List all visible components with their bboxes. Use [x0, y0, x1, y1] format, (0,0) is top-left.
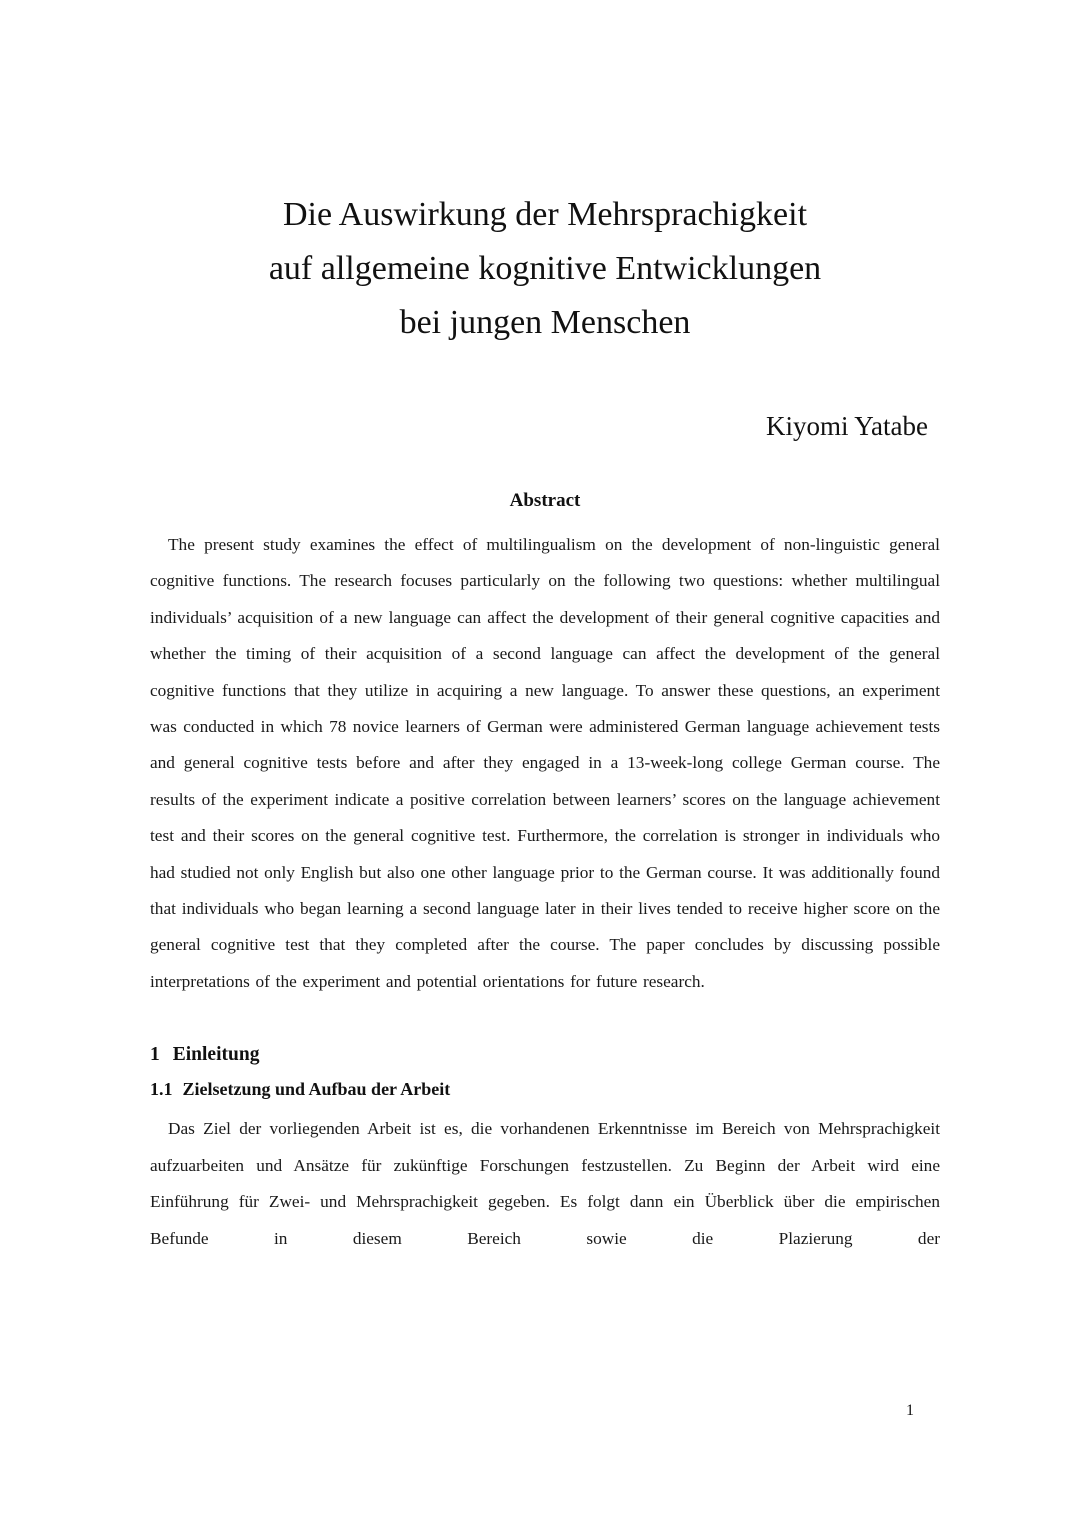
section-title: Einleitung: [172, 1044, 260, 1066]
author-name: Kiyomi Yatabe: [766, 411, 928, 441]
page-number: 1: [906, 1402, 914, 1419]
section-heading-einleitung: [150, 1044, 940, 1066]
subsection-number: 1.1: [150, 1079, 173, 1100]
abstract-heading: Abstract: [509, 490, 581, 511]
paper-title: [150, 188, 940, 350]
section-number: 1: [150, 1044, 160, 1066]
paper-title-line-2: auf allgemeine kognitive Entwicklungen: [268, 250, 822, 287]
paper-title-line-1: Die Auswirkung der Mehrsprachigkeit: [282, 196, 808, 233]
introduction-paragraph: Das Ziel der vorliegenden Arbeit ist es, die vorhandenen Erkenntnisse im Bereich von Mehrsprachigkeit aufzuarbeiten und Ansätze für zukünftige Forschungen festzustellen. Zu Beginn der Arbeit wird eine Einführung für Zwei- und Mehrsprachigkeit gegeben. Es folgt dann ein Überblick über die empirischen Befunde in diesem Bereich sowie die Plazierung der: [150, 1119, 940, 1248]
page-content: [150, 0, 940, 1257]
paper-title-line-3: bei jungen Menschen: [399, 304, 691, 341]
subsection-title: Zielsetzung und Aufbau der Arbeit: [182, 1079, 451, 1100]
abstract-text: The present study examines the effect of multilingualism on the development of non-linguistic general cognitive functions. The research focuses particularly on the following two questions: whether multilingual individuals’ acquisition of a new language can affect the development of their general cognitive capacities and whether the timing of their acquisition of a second language can affect the development of the general cognitive functions that they utilize in acquiring a new language. To answer these questions, an experiment was conducted in which 78 novice learners of German were administered German language achievement tests and general cognitive tests before and after they engaged in a 13-week-long college German course. The results of the experiment indicate a positive correlation between learners’ scores on the language achievement test and their scores on the general cognitive test. Furthermore, the correlation is stronger in individuals who had studied not only English but also one other language prior to the German course. It was additionally found that individuals who began learning a second language later in their lives tended to receive higher score on the general cognitive test that they completed after the course. The paper concludes by discussing possible interpretations of the experiment and potential orientations for future research.: [150, 535, 940, 991]
subsection-heading-zielsetzung: [150, 1079, 940, 1100]
